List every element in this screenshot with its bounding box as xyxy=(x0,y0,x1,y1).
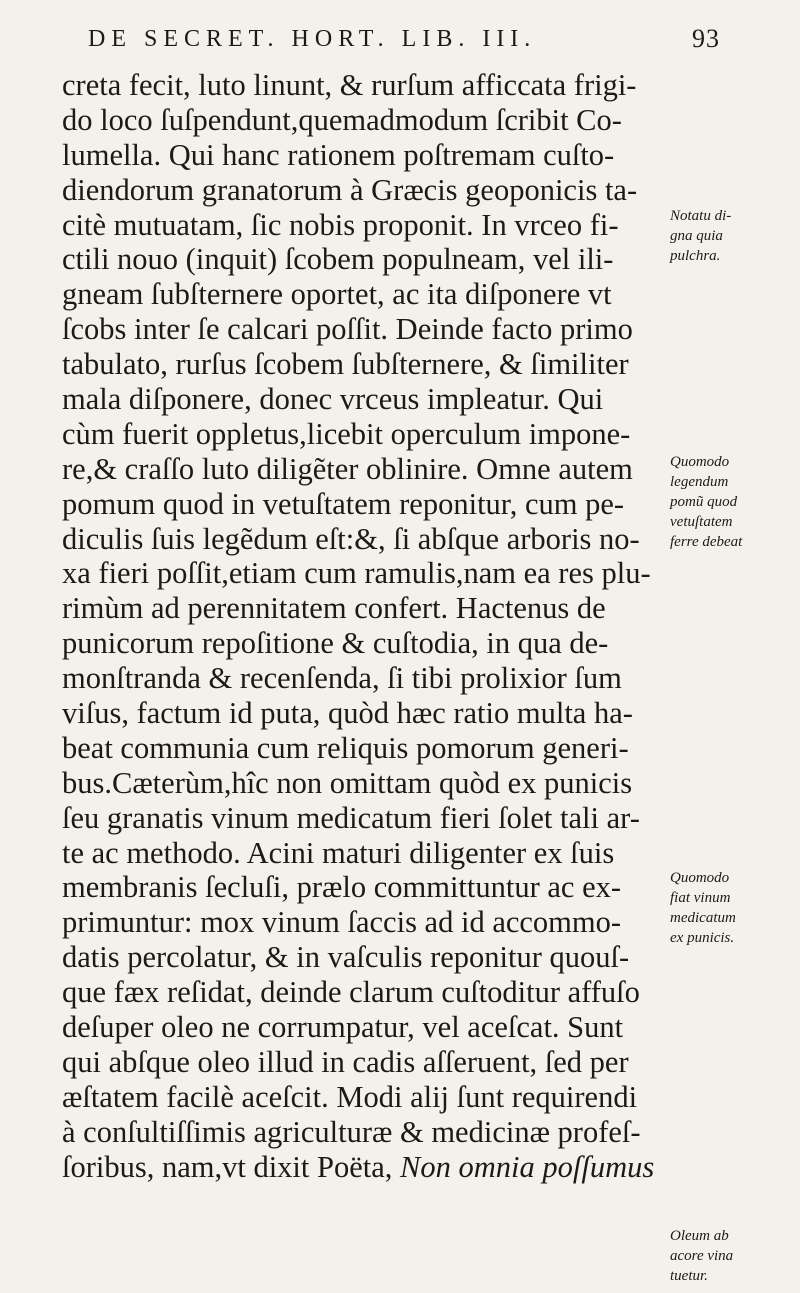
margin-note-line: Oleum ab xyxy=(670,1228,729,1244)
margin-note xyxy=(670,452,790,552)
margin-note-line: medicatum xyxy=(670,910,736,926)
text-line: bus.Cæterùm,hîc non omittam quòd ex punicis xyxy=(62,765,633,800)
margin-note xyxy=(670,868,790,948)
margin-note-line: ferre debeat xyxy=(670,534,743,550)
text-line: citè mutuatam, ſic nobis proponit. In vrceo fi- xyxy=(62,207,619,242)
text-line: pomum quod in vetuſtatem reponitur, cum pe- xyxy=(62,486,625,521)
text-line: rimùm ad perennitatem confert. Hactenus de xyxy=(62,591,606,626)
text-line: beat communia cum reliquis pomorum generi- xyxy=(62,730,629,765)
quotation: Non omnia poſſumus xyxy=(400,1149,655,1184)
text-line: monſtranda & recenſenda, ſi tibi prolixior ſum xyxy=(62,661,622,696)
text-line: lumella. Qui hanc rationem poſtremam cuſto- xyxy=(62,137,615,172)
margin-note-line: ex punicis. xyxy=(670,930,735,946)
text-line: mala diſponere, donec vrceus impleatur. Qui xyxy=(62,382,604,417)
text-line: tabulato, rurſus ſcobem ſubſternere, & ſimiliter xyxy=(62,347,629,382)
margin-note-line: pulchra. xyxy=(670,248,721,264)
text-line-last xyxy=(62,1150,662,1185)
body-text xyxy=(62,68,662,1185)
running-head xyxy=(88,18,720,58)
text-line: ſcobs inter ſe calcari poſſit. Deinde facto primo xyxy=(62,312,633,347)
text-line: punicorum repoſitione & cuſtodia, in qua de- xyxy=(62,626,609,661)
margin-note-line: legendum xyxy=(670,474,729,490)
text-line: re,& craſſo luto diligẽter oblinire. Omne autem xyxy=(62,451,633,486)
text-line: te ac methodo. Acini maturi diligenter ex ſuis xyxy=(62,835,615,870)
text-line: membranis ſecluſi, prælo committuntur ac ex- xyxy=(62,870,622,905)
text-line: cùm fuerit oppletus,licebit operculum impone- xyxy=(62,416,631,451)
text-line: do loco ſuſpendunt,quemadmodum ſcribit Co- xyxy=(62,102,622,137)
text-line-lead: ſoribus, nam,vt dixit Poëta, xyxy=(62,1149,393,1184)
text-line: viſus, factum id puta, quòd hæc ratio multa ha- xyxy=(62,696,633,731)
margin-note xyxy=(670,1226,790,1286)
text-line: deſuper oleo ne corrumpatur, vel aceſcat. Sunt xyxy=(62,1010,624,1045)
margin-note-line: acore vina xyxy=(670,1248,734,1264)
text-line: ctili nouo (inquit) ſcobem populneam, vel ili- xyxy=(62,242,614,277)
margin-note-line: Quomodo xyxy=(670,870,730,886)
margin-note-line: vetuſtatem xyxy=(670,514,733,530)
text-line: ſeu granatis vinum medicatum fieri ſolet tali ar- xyxy=(62,800,640,835)
text-line: datis percolatur, & in vaſculis reponitur quouſ- xyxy=(62,940,630,975)
text-line: à conſultiſſimis agriculturæ & medicinæ profeſ- xyxy=(62,1114,641,1149)
text-line: primuntur: mox vinum ſaccis ad id accommo- xyxy=(62,905,622,940)
text-line: æſtatem facilè aceſcit. Modi alij ſunt requirendi xyxy=(62,1079,638,1114)
margin-note-line: fiat vinum xyxy=(670,890,731,906)
margin-note-line: tuetur. xyxy=(670,1268,708,1284)
text-line: xa fieri poſſit,etiam cum ramulis,nam ea res plu- xyxy=(62,556,651,591)
margin-note-line: Notatu di- xyxy=(670,208,732,224)
margin-note xyxy=(670,206,790,266)
text-line: diculis ſuis legẽdum eſt:&, ſi abſque arboris no- xyxy=(62,521,640,556)
text-line: qui abſque oleo illud in cadis aſſeruent, ſed per xyxy=(62,1044,629,1079)
text-line: diendorum granatorum à Græcis geoponicis ta- xyxy=(62,172,638,207)
text-line: que fæx reſidat, deinde clarum cuſtoditur affuſo xyxy=(62,975,640,1010)
margin-note-line: gna quia xyxy=(670,228,723,244)
text-line: gneam ſubſternere oportet, ac ita diſponere vt xyxy=(62,277,612,312)
text-line: creta fecit, luto linunt, & rurſum afficcata frigi- xyxy=(62,68,637,102)
running-title: DE SECRET. HORT. LIB. III. xyxy=(88,26,537,52)
page-number: 93 xyxy=(692,24,720,53)
margin-note-line: pomũ quod xyxy=(670,494,738,510)
margin-note-line: Quomodo xyxy=(670,454,730,470)
